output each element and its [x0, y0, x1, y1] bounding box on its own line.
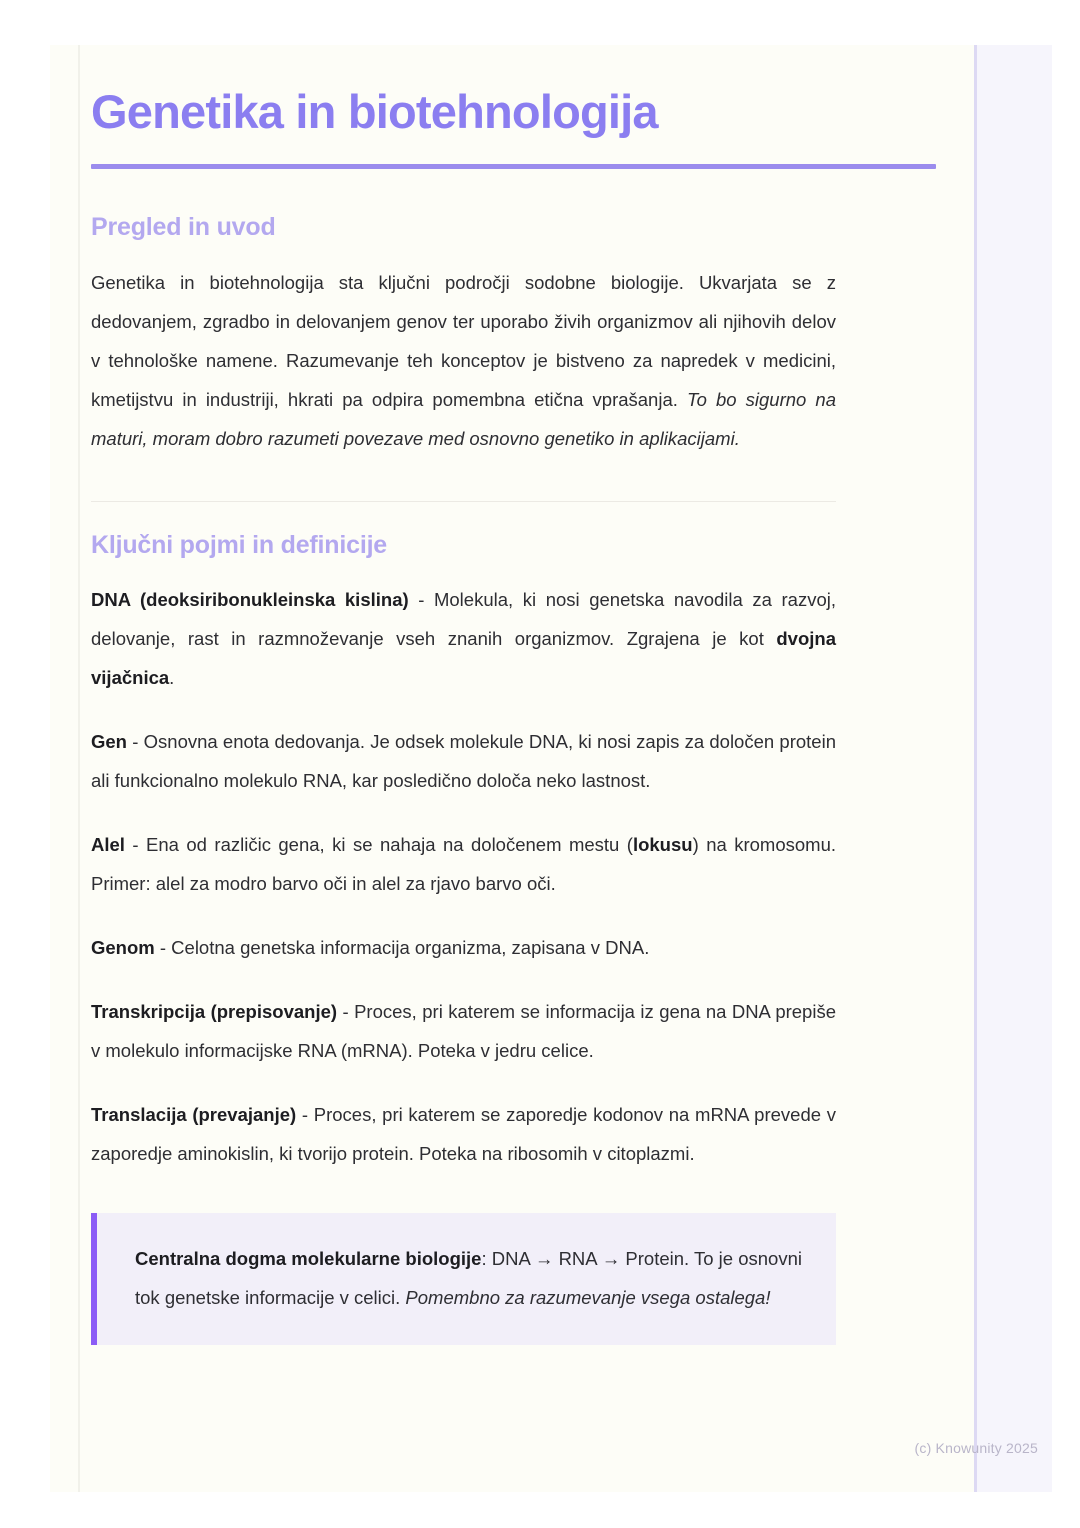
- term-body-bold-inline: lokusu: [632, 833, 693, 855]
- term-entry-dna: [91, 580, 836, 697]
- term-body-before: - Osnovna enota dedovanja. Je odsek molekule DNA, ki nosi zapis za določen protein ali funkcionalno molekulo RNA, kar posledično določa neko lastnost.: [91, 730, 836, 791]
- callout-bold-lead: Centralna dogma molekularne biologije: [135, 1247, 482, 1269]
- callout-italic-text: Pomembno za razumevanje vsega ostalega!: [405, 1286, 771, 1308]
- term-label: Translacija (prevajanje): [91, 1103, 297, 1125]
- overview-paragraph: [91, 263, 836, 458]
- term-label: Genom: [91, 936, 155, 958]
- term-entry-genom: [91, 928, 836, 967]
- term-body-before: - Proces, pri katerem se informacija iz gena na DNA prepiše v molekulo informacijske RNA (mRNA). Poteka v jedru celice.: [91, 1000, 836, 1061]
- term-body-before: - Celotna genetska informacija organizma, zapisana v DNA.: [154, 936, 650, 958]
- page-title: Genetika in biotehnologija: [91, 85, 658, 138]
- section-divider: [91, 501, 836, 502]
- term-body-before: - Proces, pri katerem se zaporedje kodonov na mRNA prevede v zaporedje aminokislin, ki tvorijo protein. Poteka na ribosomih v citoplazmi.: [91, 1103, 836, 1164]
- document-page: [50, 45, 1052, 1492]
- term-label: Gen: [91, 730, 127, 752]
- overview-text-plain: Genetika in biotehnologija sta ključni področji sodobne biologije. Ukvarjata se z dedovanjem, zgradbo in delovanjem genov ter uporabo živih organizmov ali njihovih delov v tehnološke namene. Razumevanje teh konceptov je bistveno za napredek v medicini, kmetijstvu in industriji, hkrati pa odpira pomembna etična vprašanja.: [91, 271, 836, 410]
- callout-plain-text: : DNA → RNA → Protein. To je osnovni tok genetske informacije v celici.: [135, 1247, 802, 1308]
- term-body-before: - Molekula, ki nosi genetska navodila za razvoj, delovanje, rast in razmnoževanje vseh znanih organizmov. Zgrajena je kot: [91, 588, 836, 649]
- term-label: DNA (deoksiribonukleinska kislina): [91, 588, 409, 610]
- callout-central-dogma: [91, 1213, 836, 1345]
- overview-text-italic: To bo sigurno na maturi, moram dobro razumeti povezave med osnovno genetiko in aplikacijami.: [91, 388, 836, 449]
- term-label: Transkripcija (prepisovanje): [91, 1000, 338, 1022]
- term-entry-translacija: [91, 1095, 836, 1173]
- term-body-after: .: [169, 666, 175, 688]
- left-margin-rule: [78, 45, 80, 1492]
- term-body-bold-inline: dvojna vijačnica: [91, 627, 836, 688]
- section-heading-key-terms: Ključni pojmi in definicije: [91, 530, 388, 559]
- section-heading-overview: Pregled in uvod: [91, 212, 276, 241]
- right-gutter-strip: [977, 45, 1052, 1492]
- callout-text: [135, 1239, 802, 1317]
- term-entry-transkripcija: [91, 992, 836, 1070]
- document-content: [91, 45, 881, 1492]
- term-entry-alel: [91, 825, 836, 903]
- term-body-after: ) na kromosomu. Primer: alel za modro barvo oči in alel za rjavo barvo oči.: [91, 833, 837, 894]
- term-body-before: - Ena od različic gena, ki se nahaja na določenem mestu (: [124, 833, 633, 855]
- term-label: Alel: [91, 833, 125, 855]
- term-entry-gen: [91, 722, 836, 800]
- footer-copyright: (c) Knowunity 2025: [914, 1440, 1038, 1456]
- title-underline-rule: [91, 164, 936, 169]
